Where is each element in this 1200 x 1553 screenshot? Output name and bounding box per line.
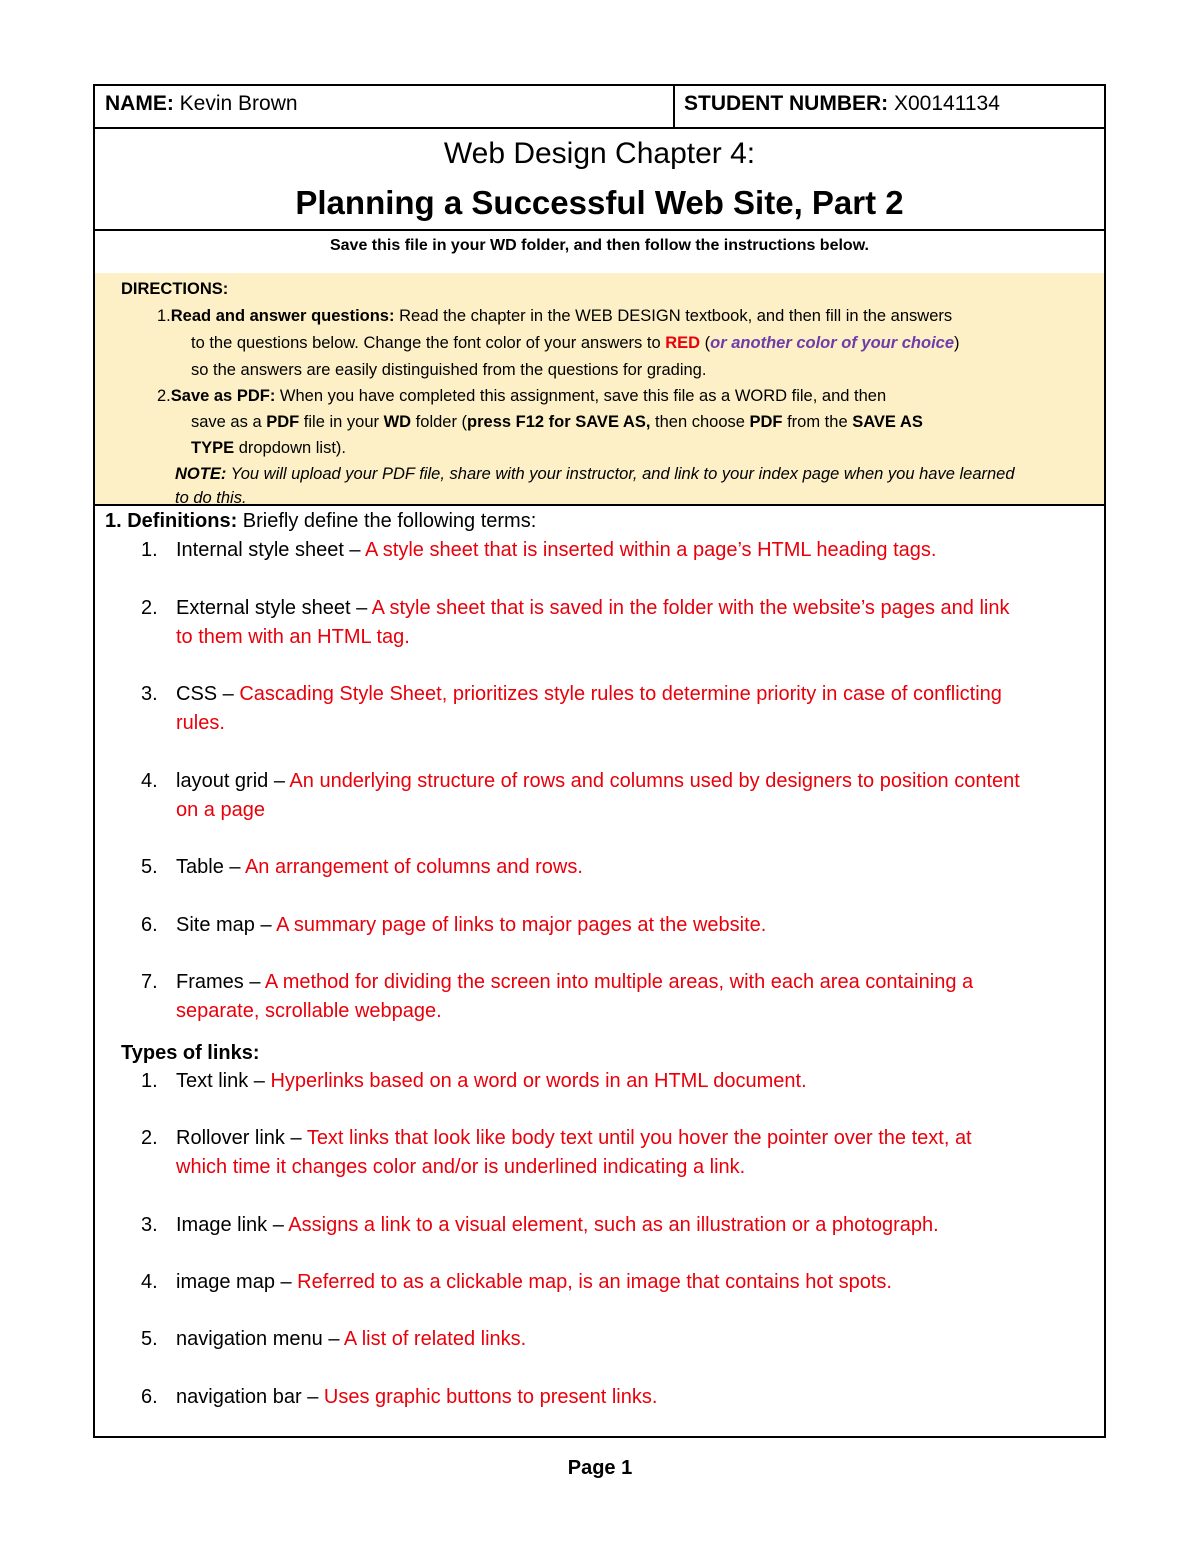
name-label: NAME:: [105, 92, 174, 115]
item-number: 3.: [141, 1214, 158, 1236]
item-number: 4.: [141, 770, 158, 792]
direction-text: (: [700, 334, 711, 352]
note-text: You will upload your PDF file, share with your instructor, and link to your index page when you have learned: [226, 465, 1015, 483]
answer: A method for dividing the screen into multiple areas, with each area containing a: [264, 971, 974, 993]
answer: A style sheet that is inserted within a page’s HTML heading tags.: [365, 539, 937, 561]
list-item: [176, 539, 936, 562]
list-item: [176, 1214, 939, 1237]
note-line2: to do this.: [175, 489, 247, 507]
direction-label: Save as PDF:: [170, 387, 276, 405]
term: navigation menu –: [176, 1328, 344, 1350]
definitions-heading-text: Briefly define the following terms:: [237, 510, 537, 532]
list-item: [176, 914, 766, 937]
answer: An underlying structure of rows and columns used by designers to position content: [289, 770, 1020, 792]
page-title: Planning a Successful Web Site, Part 2: [295, 184, 904, 221]
list-item: [176, 1271, 892, 1294]
bold-text: TYPE: [191, 439, 235, 457]
note-line1: [175, 461, 1015, 488]
list-item: [176, 1328, 526, 1351]
item-number: 1.: [141, 539, 158, 561]
definitions-heading: [105, 510, 536, 533]
answer: A summary page of links to major pages at the website.: [276, 914, 767, 936]
term: Text link –: [176, 1070, 271, 1092]
directions-box: [95, 273, 1104, 506]
name-value: Kevin Brown: [179, 92, 298, 115]
direction-item-2-line3: [191, 435, 346, 462]
red-word: RED: [665, 334, 701, 352]
term: Table –: [176, 856, 245, 878]
header-row: [95, 86, 1104, 129]
answer: A style sheet that is saved in the folder with the website’s pages and link: [371, 597, 1010, 619]
item-number: 3.: [141, 683, 158, 705]
list-item: [176, 770, 1020, 793]
student-number-cell: [675, 86, 1104, 133]
term: Frames –: [176, 971, 265, 993]
worksheet-table: [93, 84, 1106, 1438]
links-heading: Types of links:: [121, 1042, 260, 1064]
answer-continued: to them with an HTML tag.: [176, 626, 410, 648]
term: Site map –: [176, 914, 277, 936]
direction-text: folder (: [411, 413, 468, 431]
term: navigation bar –: [176, 1386, 324, 1408]
note-label: NOTE:: [175, 465, 227, 483]
direction-item-1-line2: [191, 330, 960, 357]
item-number: 1.: [141, 1070, 158, 1092]
item-number: 2.: [141, 1127, 158, 1149]
item-number: 2.: [141, 597, 158, 619]
direction-text: then choose: [650, 413, 750, 431]
answer-continued: rules.: [176, 712, 225, 734]
item-number: 6.: [141, 1386, 158, 1408]
direction-item-1-line1: [157, 303, 952, 330]
direction-text: When you have completed this assignment, save this file as a WORD file, and then: [275, 387, 887, 405]
term: Image link –: [176, 1214, 289, 1236]
answer: An arrangement of columns and rows.: [244, 856, 583, 878]
list-item: [176, 971, 973, 994]
term: Rollover link –: [176, 1127, 307, 1149]
direction-item-1-line3: so the answers are easily distinguished from the questions for grading.: [191, 361, 707, 379]
answer: Hyperlinks based on a word or words in an HTML document.: [270, 1070, 807, 1092]
direction-text: file in your: [299, 413, 384, 431]
direction-number: 1.: [157, 307, 171, 325]
direction-text: save as a: [191, 413, 267, 431]
direction-text: Read the chapter in the WEB DESIGN textbook, and then fill in the answers: [394, 307, 953, 325]
item-number: 5.: [141, 1328, 158, 1350]
bold-text: SAVE AS: [852, 413, 923, 431]
direction-number: 2.: [157, 387, 171, 405]
item-number: 4.: [141, 1271, 158, 1293]
item-number: 5.: [141, 856, 158, 878]
item-number: 6.: [141, 914, 158, 936]
direction-text: from the: [782, 413, 853, 431]
term: image map –: [176, 1271, 298, 1293]
term: CSS –: [176, 683, 240, 705]
student-number-label: STUDENT NUMBER:: [684, 92, 889, 115]
answer-continued: which time it changes color and/or is underlined indicating a link.: [176, 1156, 746, 1178]
list-item: [176, 683, 1002, 706]
answer: A list of related links.: [343, 1328, 527, 1350]
answer: Assigns a link to a visual element, such as an illustration or a photograph.: [288, 1214, 939, 1236]
item-number: 7.: [141, 971, 158, 993]
definitions-heading-label: 1. Definitions:: [105, 510, 238, 532]
name-cell: [95, 86, 675, 127]
list-item: [176, 1070, 807, 1093]
student-number-value: X00141134: [894, 92, 1000, 115]
direction-text: to the questions below. Change the font color of your answers to: [191, 334, 666, 352]
term: Internal style sheet –: [176, 539, 366, 561]
purple-note: or another color of your choice: [710, 334, 955, 352]
answer: Uses graphic buttons to present links.: [323, 1386, 658, 1408]
save-instruction: Save this file in your WD folder, and then follow the instructions below.: [329, 237, 869, 254]
bold-text: WD: [383, 413, 412, 431]
direction-text: dropdown list).: [234, 439, 346, 457]
direction-item-2-line1: [157, 383, 886, 410]
list-item: [176, 1386, 657, 1409]
answer-continued: separate, scrollable webpage.: [176, 1000, 442, 1022]
chapter-title: Web Design Chapter 4:: [443, 137, 756, 170]
bold-text: PDF: [266, 413, 300, 431]
list-item: [176, 856, 583, 879]
answer: Cascading Style Sheet, prioritizes style rules to determine priority in case of conflicting: [239, 683, 1002, 705]
direction-text: ): [954, 334, 960, 352]
list-item: [176, 1127, 972, 1150]
direction-item-2-line2: [191, 409, 923, 436]
page-number: Page 1: [567, 1457, 633, 1479]
answer: Text links that look like body text until you hover the pointer over the text, at: [306, 1127, 972, 1149]
direction-label: Read and answer questions:: [170, 307, 395, 325]
list-item: [176, 597, 1009, 620]
bold-text: PDF: [749, 413, 783, 431]
title-row: [95, 129, 1104, 231]
directions-heading: DIRECTIONS:: [121, 280, 229, 298]
term: External style sheet –: [176, 597, 372, 619]
answer-continued: on a page: [176, 799, 265, 821]
term: layout grid –: [176, 770, 290, 792]
bold-text: press F12 for SAVE AS,: [467, 413, 651, 431]
answer: Referred to as a clickable map, is an image that contains hot spots.: [297, 1271, 892, 1293]
